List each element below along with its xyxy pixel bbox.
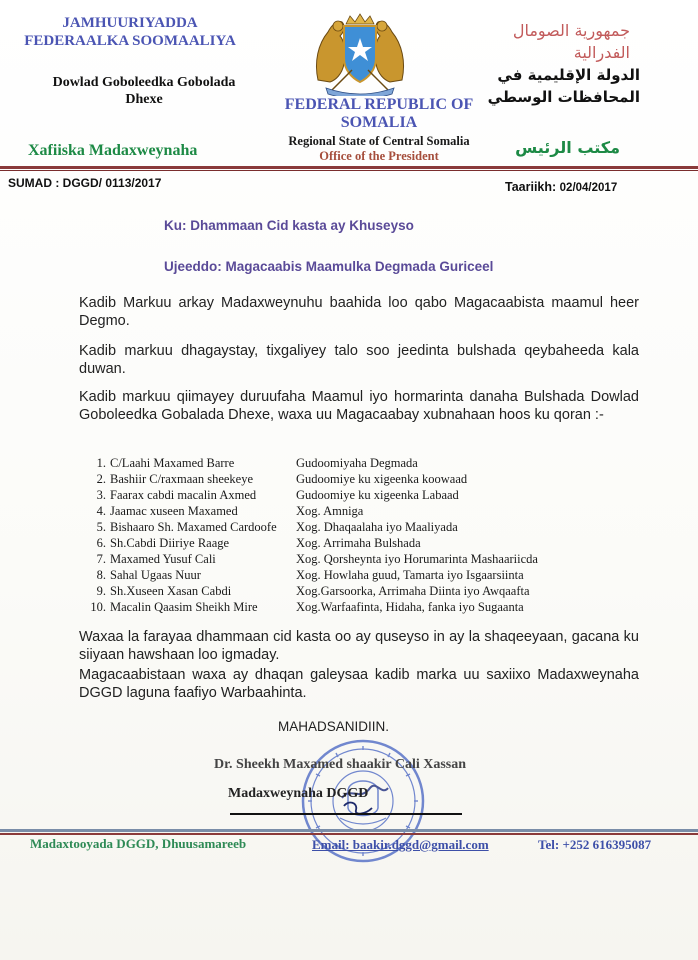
item-number: 8. [96,568,106,582]
appointee-name: C/Laahi Maxamed Barre [110,456,235,470]
appointee-role: Gudoomiye ku xigeenka koowaad [296,472,468,486]
header-divider-thin [0,170,698,171]
center-header-title: FEDERAL REPUBLIC OF SOMALIA [284,96,474,131]
footer-location: Madaxtooyada DGGD, Dhuusamareeb [30,836,247,851]
subject-line: Ujeeddo: Magacaabis Maamulka Degmada Guriceel [164,259,494,274]
item-number: 9. [96,584,106,598]
paragraph-1: Kadib Markuu arkay Madaxweynuhu baahida loo qabo Magacaabista maamul heer Degmo. [79,295,639,329]
date-label: Taariikh: [505,180,557,194]
appointee-name: Jaamac xuseen Maxamed [110,504,238,518]
appointee-role: Xog. Arrimaha Bulshada [296,536,421,550]
appointee-name: Bishaaro Sh. Maxamed Cardoofe [110,520,277,534]
appointee-role: Gudoomiyaha Degmada [296,456,418,470]
closing-paragraph-1: Waxaa la farayaa dhammaan cid kasta oo ay quseyso in ay la shaqeeyaan, gacana ku siiyaan hawshaan loo igmaday. [79,629,639,663]
center-header-office: Office of the President [319,149,439,163]
paragraph-2: Kadib markuu dhagaystay, tixgaliyey talo soo jeedinta bulshada qeybaheeda kala duwan. [79,343,639,377]
appointee-role: Xog. Dhaqaalaha iyo Maaliyada [296,520,458,534]
list-item [88,488,688,504]
list-item [88,552,688,568]
appointee-role: Xog. Amniga [296,504,364,518]
list-item [88,584,688,600]
date-value: 02/04/2017 [559,182,618,194]
appointments-list [88,456,688,626]
item-number: 6. [96,536,106,550]
footer-email-link[interactable]: Email: baakir.dggd@gmail.com [312,837,489,852]
signoff-text: MAHADSANIDIIN. [278,719,390,734]
item-number: 1. [96,456,106,470]
appointee-role: Xog.Garsoorka, Arrimaha Diinta iyo Awqaafta [296,584,530,598]
appointee-name: Faarax cabdi macalin Axmed [110,488,257,502]
list-item [88,520,688,536]
list-item [88,472,688,488]
item-number: 2. [96,472,106,486]
appointee-role: Xog. Qorsheynta iyo Horumarinta Mashaariicda [296,552,538,566]
header-divider-top [0,166,698,169]
appointee-role: Gudoomiye ku xigeenka Labaad [296,488,459,502]
appointee-role: Xog.Warfaafinta, Hidaha, fanka iyo Sugaanta [296,600,524,614]
date-field [505,180,617,194]
right-header-title: جمهورية الصومال الفدرالية [512,21,630,62]
signatory-title: Madaxweynaha DGGD [228,786,369,801]
item-number: 7. [96,552,106,566]
reference-number: SUMAD : DGGD/ 0113/2017 [8,176,162,190]
list-item [88,568,688,584]
handwritten-signature [226,800,466,824]
item-number: 10. [90,600,106,614]
item-number: 3. [96,488,106,502]
list-item [88,536,688,552]
center-header-subtitle: Regional State of Central Somalia [288,134,470,148]
appointee-name: Macalin Qaasim Sheikh Mire [110,600,258,614]
appointee-name: Sh.Cabdi Diiriye Raage [110,536,230,550]
right-header-subtitle: الدولة الإقليمية في المحافظات الوسطي [487,66,640,106]
coat-of-arms-emblem [308,10,412,96]
left-header-subtitle: Dowlad Goboleedka Gobolada Dhexe [52,75,236,107]
appointee-role: Xog. Howlaha guud, Tamarta iyo Isgaarsiinta [296,568,524,582]
footer-divider-top [0,829,698,832]
list-item [88,600,688,616]
left-header-title: JAMHUURIYADDA FEDERAALKA SOOMAALIYA [24,15,236,49]
left-header-office: Xafiiska Madaxweynaha [28,142,198,159]
footer-phone: Tel: +252 616395087 [538,837,652,852]
item-number: 4. [96,504,106,518]
appointee-name: Sh.Xuseen Xasan Cabdi [110,584,232,598]
closing-paragraph-2: Magacaabistaan waxa ay dhaqan galeysaa kadib marka uu saxiixo Madaxweynaha DGGD laguna faafiyo Warbaahinta. [79,667,639,701]
appointee-name: Maxamed Yusuf Cali [110,552,216,566]
appointee-name: Bashiir C/raxmaan sheekeye [110,472,254,486]
item-number: 5. [96,520,106,534]
footer-divider-bottom [0,833,698,835]
right-header-office: مكتب الرئيس [515,138,620,157]
appointee-name: Sahal Ugaas Nuur [110,568,201,582]
addressee-line: Ku: Dhammaan Cid kasta ay Khuseyso [164,218,414,233]
list-item [88,456,688,472]
signatory-name: Dr. Sheekh Maxamed shaakir Cali Xassan [214,757,467,772]
paragraph-3: Kadib markuu qiimayey duruufaha Maamul iyo hormarinta danaha Bulshada Dowlad Goboleedka Gobalada Dhexe, waxa uu Magacaabay xubnahaan hoos ku qoran :- [79,389,639,423]
list-item [88,504,688,520]
